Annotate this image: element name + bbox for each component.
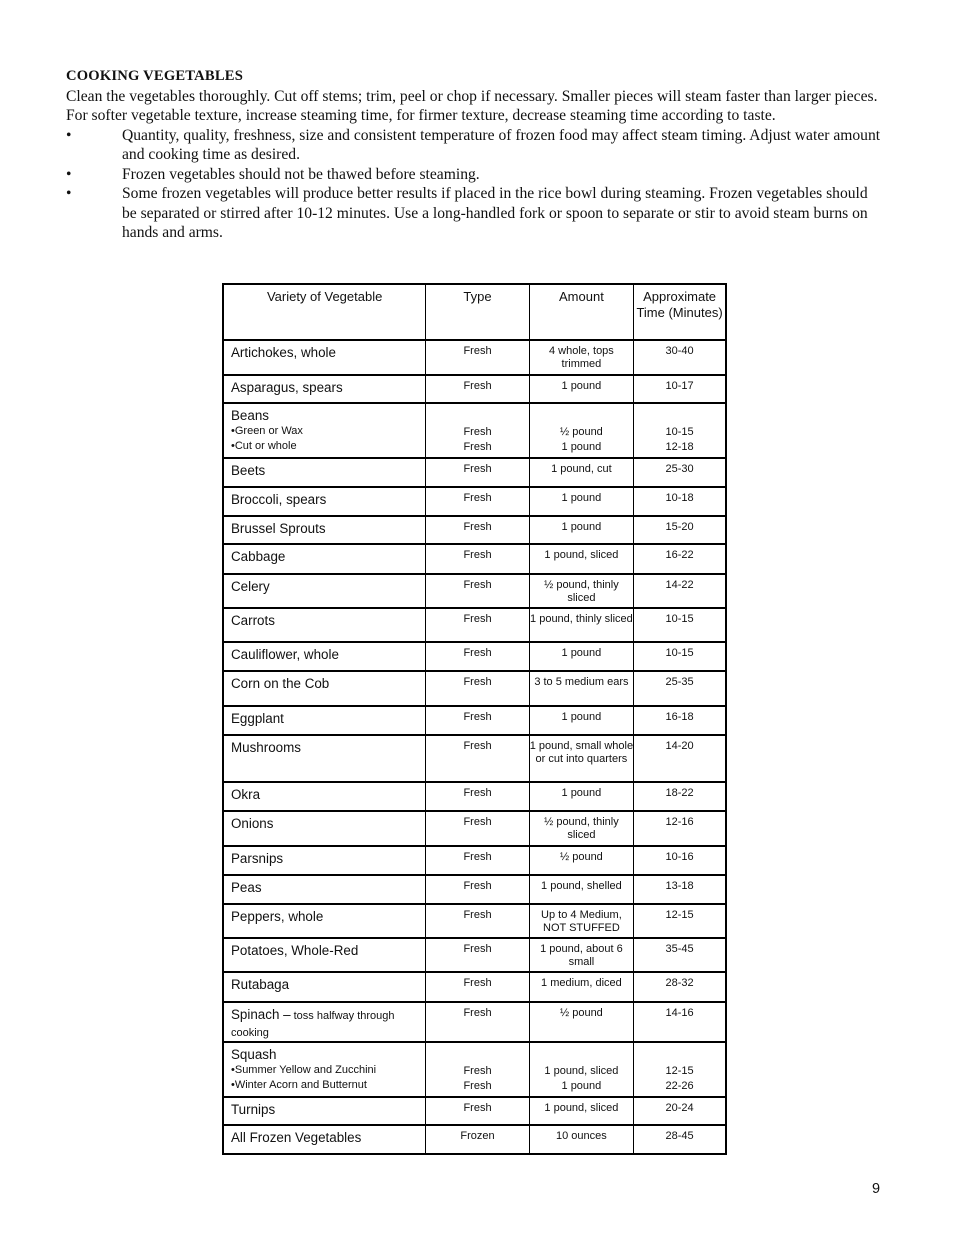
vegetable-name: Beans [231, 408, 269, 423]
time-cell [634, 487, 726, 516]
type-cell [426, 972, 529, 1002]
time-cell [634, 340, 726, 375]
table-row [223, 671, 726, 706]
time-cell-value: 10-18 [665, 492, 694, 504]
table-row [223, 544, 726, 574]
type-cell-value: Fresh [463, 441, 492, 453]
type-cell-value: Fresh [463, 909, 492, 921]
amount-cell-value: 1 pound, sliced [544, 1102, 619, 1114]
table-row [223, 1042, 726, 1097]
vegetable-cell [223, 938, 426, 972]
time-cell-value: 15-20 [665, 521, 694, 533]
amount-cell-value: 1 pound, about 6 small [540, 943, 623, 968]
vegetable-cell [223, 706, 426, 735]
type-cell-value: Fresh [463, 977, 492, 989]
time-cell-value: 12-16 [665, 816, 694, 828]
amount-cell [529, 1042, 633, 1097]
time-cell [634, 811, 726, 846]
amount-cell-value: ½ pound [559, 426, 603, 438]
type-cell [426, 846, 529, 875]
amount-cell [529, 735, 633, 782]
vegetable-cell [223, 1002, 426, 1042]
type-cell-value: Fresh [463, 787, 492, 799]
type-cell-value: Fresh [463, 549, 492, 561]
table-row [223, 487, 726, 516]
vegetable-name: Cauliflower, whole [231, 647, 339, 662]
amount-cell-value: 1 pound, sliced [544, 549, 619, 561]
header-type: Type [426, 284, 529, 340]
vegetable-name: Rutabaga [231, 977, 290, 992]
type-cell-value: Fresh [463, 426, 492, 438]
type-cell-value: Fresh [463, 647, 492, 659]
tip-text: Frozen vegetables should not be thawed before steaming. [122, 165, 480, 183]
tip-text: Quantity, quality, freshness, size and consistent temperature of frozen food may affect steam timing. Adjust water amount and cooking time as desired. [122, 126, 881, 163]
time-cell [634, 846, 726, 875]
type-cell-value: Fresh [463, 380, 492, 392]
vegetable-name: Onions [231, 816, 274, 831]
amount-cell [529, 516, 633, 544]
table-row [223, 1097, 726, 1125]
time-cell-value: 22-26 [665, 1080, 694, 1092]
amount-cell [529, 782, 633, 811]
table-row [223, 1002, 726, 1042]
amount-cell-value: 1 pound, shelled [541, 880, 622, 892]
time-cell-value: 25-30 [665, 463, 694, 475]
amount-cell [529, 846, 633, 875]
vegetable-name: Corn on the Cob [231, 676, 330, 691]
time-cell-value: 16-22 [665, 549, 694, 561]
amount-cell-value: 1 pound [561, 380, 602, 392]
type-cell [426, 544, 529, 574]
table-row [223, 938, 726, 972]
type-cell [426, 1042, 529, 1097]
vegetable-cell [223, 403, 426, 458]
amount-cell-value: 1 pound [561, 441, 602, 453]
vegetable-subtype: •Winter Acorn and Butternut [231, 1079, 367, 1091]
amount-cell-value: 1 pound, cut [551, 463, 612, 475]
time-cell [634, 938, 726, 972]
vegetable-subtype: •Green or Wax [231, 425, 303, 437]
amount-cell-value: 1 pound [561, 521, 602, 533]
table-row [223, 458, 726, 487]
time-cell [634, 458, 726, 487]
table-body [223, 340, 726, 1154]
time-cell [634, 735, 726, 782]
amount-cell [529, 938, 633, 972]
vegetable-name: Turnips [231, 1102, 276, 1117]
tip-item [66, 126, 884, 165]
type-cell-value: Fresh [463, 1080, 492, 1092]
time-cell [634, 608, 726, 642]
vegetable-name: Squash [231, 1047, 277, 1062]
vegetable-cell [223, 487, 426, 516]
vegetable-name: Asparagus, spears [231, 380, 343, 395]
amount-cell-value: 4 whole, tops trimmed [548, 345, 614, 370]
amount-cell-value: Up to 4 Medium, NOT STUFFED [541, 909, 622, 934]
vegetable-name: Brussel Sprouts [231, 521, 326, 536]
table-row [223, 375, 726, 403]
table-row [223, 904, 726, 938]
vegetable-cell [223, 1125, 426, 1154]
vegetable-steaming-table [222, 283, 727, 1155]
type-cell [426, 340, 529, 375]
time-cell [634, 1097, 726, 1125]
header-time: Approximate Time (Minutes) [634, 284, 726, 340]
time-cell [634, 375, 726, 403]
table-row [223, 811, 726, 846]
bullet-icon: • [66, 185, 72, 202]
amount-cell-value: 1 pound [561, 492, 602, 504]
vegetable-name: Beets [231, 463, 266, 478]
type-cell [426, 574, 529, 608]
type-cell [426, 735, 529, 782]
table-row [223, 972, 726, 1002]
vegetable-cell [223, 846, 426, 875]
vegetable-name: Peas [231, 880, 262, 895]
vegetable-cell [223, 972, 426, 1002]
intro-section [66, 67, 884, 243]
vegetable-name: Potatoes, Whole-Red [231, 943, 359, 958]
amount-cell-value: ½ pound, thinly sliced [544, 816, 619, 841]
amount-cell-value: 1 pound [561, 647, 602, 659]
vegetable-cell [223, 904, 426, 938]
type-cell-value: Fresh [463, 816, 492, 828]
time-cell-value: 10-15 [665, 647, 694, 659]
type-cell-value: Fresh [463, 521, 492, 533]
time-cell [634, 1002, 726, 1042]
vegetable-cell [223, 735, 426, 782]
table-row [223, 403, 726, 458]
time-cell [634, 516, 726, 544]
vegetable-subtype: •Summer Yellow and Zucchini [231, 1064, 377, 1076]
time-cell-value: 14-20 [665, 740, 694, 752]
amount-cell [529, 458, 633, 487]
vegetable-cell [223, 340, 426, 375]
vegetable-cell [223, 544, 426, 574]
page-number: 9 [872, 1181, 881, 1197]
amount-cell [529, 1097, 633, 1125]
type-cell [426, 938, 529, 972]
time-cell [634, 642, 726, 671]
type-cell [426, 1002, 529, 1042]
table-row [223, 516, 726, 544]
amount-cell [529, 671, 633, 706]
table-row [223, 875, 726, 904]
vegetable-cell [223, 782, 426, 811]
type-cell [426, 608, 529, 642]
type-cell [426, 403, 529, 458]
vegetable-name: Eggplant [231, 711, 284, 726]
vegetable-cell [223, 875, 426, 904]
type-cell-value: Fresh [463, 676, 492, 688]
vegetable-cell [223, 574, 426, 608]
amount-cell-value: 10 ounces [556, 1130, 607, 1142]
vegetable-cell [223, 375, 426, 403]
header-amount: Amount [529, 284, 633, 340]
time-cell-value: 10-16 [665, 851, 694, 863]
time-cell-value: 20-24 [665, 1102, 694, 1114]
vegetable-cell [223, 608, 426, 642]
time-cell-value: 28-32 [665, 977, 694, 989]
amount-cell-value: 1 pound, small whole or cut into quarters [529, 740, 634, 765]
amount-cell [529, 875, 633, 904]
time-cell [634, 671, 726, 706]
section-heading: COOKING VEGETABLES [66, 68, 244, 84]
amount-cell [529, 340, 633, 375]
vegetable-name: Okra [231, 787, 261, 802]
table-row [223, 340, 726, 375]
bullet-icon: • [66, 165, 72, 183]
table-row [223, 735, 726, 782]
amount-cell [529, 487, 633, 516]
amount-cell [529, 1002, 633, 1042]
type-cell [426, 1097, 529, 1125]
amount-cell [529, 811, 633, 846]
tips-list [66, 126, 884, 243]
table-row [223, 846, 726, 875]
type-cell [426, 458, 529, 487]
vegetable-subtype: •Cut or whole [231, 440, 297, 452]
time-cell [634, 1042, 726, 1097]
time-cell-value: 25-35 [665, 676, 694, 688]
table-header-row [223, 284, 726, 340]
amount-cell-value: 1 pound, thinly sliced [530, 613, 633, 625]
amount-cell [529, 403, 633, 458]
type-cell-value: Frozen [460, 1130, 495, 1142]
table-row [223, 608, 726, 642]
amount-cell [529, 642, 633, 671]
amount-cell [529, 904, 633, 938]
type-cell [426, 1125, 529, 1154]
amount-cell [529, 544, 633, 574]
type-cell-value: Fresh [463, 1065, 492, 1077]
header-variety: Variety of Vegetable [223, 284, 426, 340]
time-cell-value: 18-22 [665, 787, 694, 799]
vegetable-name: Broccoli, spears [231, 492, 327, 507]
type-cell [426, 516, 529, 544]
time-cell-value: 28-45 [665, 1130, 694, 1142]
intro-paragraph: Clean the vegetables thoroughly. Cut off stems; trim, peel or chop if necessary. Smaller pieces will steam faster than larger pieces. For softer vegetable texture, increase steaming time, for firmer texture, decrease steaming time according to taste. [66, 87, 878, 124]
vegetable-cell [223, 458, 426, 487]
tip-item [66, 165, 884, 185]
type-cell-value: Fresh [463, 345, 492, 357]
type-cell [426, 706, 529, 735]
type-cell [426, 811, 529, 846]
vegetable-cell [223, 516, 426, 544]
tip-item [66, 184, 884, 243]
type-cell [426, 642, 529, 671]
type-cell [426, 375, 529, 403]
amount-cell [529, 972, 633, 1002]
time-cell [634, 904, 726, 938]
amount-cell [529, 706, 633, 735]
type-cell-value: Fresh [463, 579, 492, 591]
tip-text: Some frozen vegetables will produce better results if placed in the rice bowl during steaming. Frozen vegetables should be separated or stirred after 10-12 minutes. Use a long-handled fork or spoon to separate or stir to avoid steam burns on hands and arms. [122, 185, 868, 241]
type-cell [426, 671, 529, 706]
amount-cell [529, 1125, 633, 1154]
type-cell [426, 487, 529, 516]
type-cell [426, 782, 529, 811]
amount-cell [529, 574, 633, 608]
table-row [223, 1125, 726, 1154]
type-cell-value: Fresh [463, 613, 492, 625]
amount-cell-value: 1 medium, diced [541, 977, 622, 989]
vegetable-name: Mushrooms [231, 740, 301, 755]
type-cell-value: Fresh [463, 943, 492, 955]
vegetable-cell [223, 671, 426, 706]
vegetable-name: Celery [231, 579, 270, 594]
time-cell [634, 403, 726, 458]
time-cell [634, 782, 726, 811]
vegetable-cell [223, 1097, 426, 1125]
amount-cell-value: ½ pound, thinly sliced [544, 579, 619, 604]
amount-cell-value: ½ pound [559, 851, 603, 863]
time-cell-value: 12-18 [665, 441, 694, 453]
amount-cell-value: 1 pound [561, 787, 602, 799]
type-cell-value: Fresh [463, 851, 492, 863]
vegetable-name: Artichokes, whole [231, 345, 336, 360]
time-cell-value: 12-15 [665, 909, 694, 921]
type-cell-value: Fresh [463, 1007, 492, 1019]
time-cell [634, 574, 726, 608]
time-cell-value: 13-18 [665, 880, 694, 892]
vegetable-name: Carrots [231, 613, 275, 628]
vegetable-name: Cabbage [231, 549, 286, 564]
type-cell-value: Fresh [463, 880, 492, 892]
vegetable-name: All Frozen Vegetables [231, 1130, 362, 1145]
time-cell-value: 14-22 [665, 579, 694, 591]
table-row [223, 574, 726, 608]
amount-cell [529, 375, 633, 403]
time-cell-value: 10-15 [665, 613, 694, 625]
type-cell-value: Fresh [463, 463, 492, 475]
type-cell-value: Fresh [463, 740, 492, 752]
table-row [223, 782, 726, 811]
table-row [223, 642, 726, 671]
time-cell-value: 35-45 [665, 943, 694, 955]
time-cell [634, 706, 726, 735]
type-cell-value: Fresh [463, 711, 492, 723]
vegetable-cell [223, 1042, 426, 1097]
type-cell-value: Fresh [463, 492, 492, 504]
amount-cell [529, 608, 633, 642]
amount-cell-value: 1 pound [561, 1080, 602, 1092]
vegetable-name: Peppers, whole [231, 909, 324, 924]
time-cell [634, 972, 726, 1002]
time-cell-value: 30-40 [665, 345, 694, 357]
time-cell [634, 875, 726, 904]
time-cell-value: 14-16 [665, 1007, 694, 1019]
type-cell-value: Fresh [463, 1102, 492, 1114]
vegetable-name: Parsnips [231, 851, 284, 866]
time-cell-value: 16-18 [665, 711, 694, 723]
time-cell-value: 10-15 [665, 426, 694, 438]
table-row [223, 706, 726, 735]
vegetable-name: Spinach – [231, 1007, 291, 1022]
amount-cell-value: 3 to 5 medium ears [534, 676, 629, 688]
time-cell [634, 1125, 726, 1154]
vegetable-cell [223, 642, 426, 671]
amount-cell-value: ½ pound [559, 1007, 603, 1019]
time-cell [634, 544, 726, 574]
amount-cell-value: 1 pound [561, 711, 602, 723]
vegetable-cell [223, 811, 426, 846]
vegetable-note: toss halfway through cooking [231, 1010, 395, 1039]
amount-cell-value: 1 pound, sliced [544, 1065, 619, 1077]
type-cell [426, 875, 529, 904]
time-cell-value: 10-17 [665, 380, 694, 392]
type-cell [426, 904, 529, 938]
time-cell-value: 12-15 [665, 1065, 694, 1077]
bullet-icon: • [66, 126, 72, 144]
